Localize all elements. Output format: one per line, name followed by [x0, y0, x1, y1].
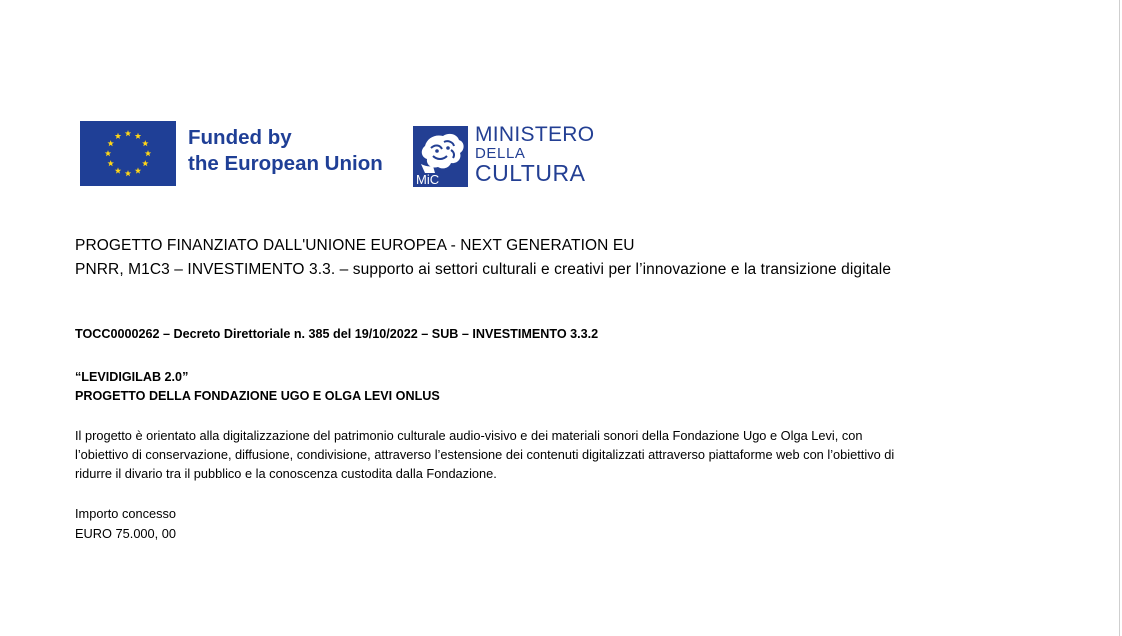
project-name: “LEVIDIGILAB 2.0”: [75, 370, 189, 384]
eu-star-icon: [115, 167, 121, 173]
eu-star-icon: [107, 160, 113, 166]
project-description: [75, 426, 1075, 483]
project-title-block: [75, 368, 440, 406]
eu-funding-text: [188, 125, 408, 177]
headline-line1: PROGETTO FINANZIATO DALL'UNIONE EUROPEA - NEXT GENERATION EU: [75, 237, 635, 254]
eu-star-icon: [142, 160, 148, 166]
eu-text-line1: Funded by: [188, 126, 292, 149]
description-line1: Il progetto è orientato alla digitalizzazione del patrimonio culturale audio-visivo e dei materiali sonori della Fondazione Ugo e Olga Levi, con: [75, 428, 863, 443]
headline-line2: PNRR, M1C3 – INVESTIMENTO 3.3. – supporto ai settori culturali e creativi per l’innovazione e la transizione digitale: [75, 261, 892, 278]
eu-star-icon: [142, 140, 148, 146]
eu-flag-logo: [80, 121, 176, 186]
description-line2: l’obiettivo di conservazione, diffusione, condivisione, attraverso l’estensione dei contenuti digitalizzati attraverso piattaforme web con l’obiettivo di: [75, 447, 895, 462]
amount-value: EURO 75.000, 00: [75, 525, 177, 541]
eu-text-line2: the European Union: [188, 152, 383, 175]
eu-star-icon: [125, 130, 131, 136]
amount-label: Importo concesso: [75, 506, 177, 521]
eu-star-icon: [145, 150, 151, 156]
grant-amount: [75, 504, 176, 543]
description-line3: ridurre il divario tra il pubblico e la conoscenza custodita dalla Fondazione.: [75, 466, 497, 481]
mic-badge-text: MiC: [416, 172, 440, 187]
eu-star-icon: [135, 167, 141, 173]
eu-star-icon: [105, 150, 111, 156]
ministry-line1: MINISTERO: [475, 123, 595, 146]
ministry-line2: DELLA: [475, 145, 526, 162]
decree-reference: TOCC0000262 – Decreto Direttoriale n. 385 del 19/10/2022 – SUB – INVESTIMENTO 3.3.2: [75, 327, 599, 341]
eu-star-icon: [135, 133, 141, 139]
eu-star-icon: [107, 140, 113, 146]
ministry-line3: CULTURA: [475, 160, 586, 186]
eu-star-icon: [125, 170, 131, 176]
ministry-wordmark: [475, 123, 615, 185]
ministry-lion-icon: [413, 126, 468, 187]
eu-star-icon: [115, 133, 121, 139]
funding-headline: [75, 234, 1105, 282]
project-owner: PROGETTO DELLA FONDAZIONE UGO E OLGA LEVI ONLUS: [75, 389, 440, 403]
eu-stars-icon: [80, 121, 176, 186]
